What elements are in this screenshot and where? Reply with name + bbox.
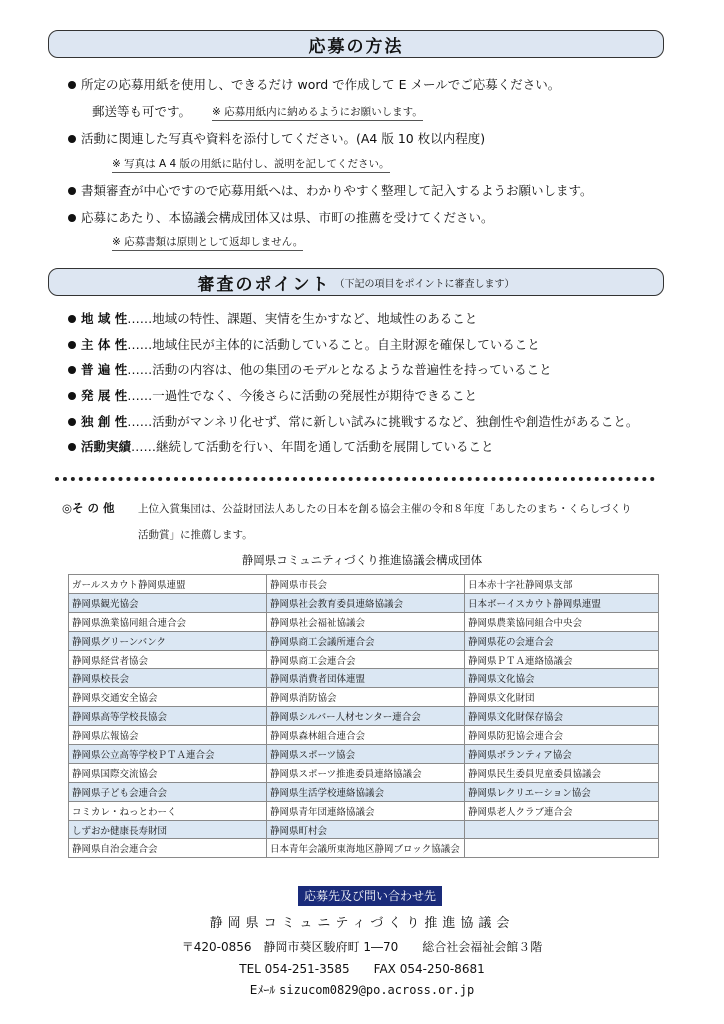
table-cell: 静岡県商工会連合会 [267, 650, 465, 669]
method-item-1 [68, 77, 560, 93]
review-point-text: ……地域の特性、課題、実情を生かすなど、地域性のあること [127, 311, 478, 326]
table-cell: 静岡県子ども会連合会 [69, 782, 267, 801]
contact-heading: 応募先及び問い合わせ先 [298, 886, 442, 906]
review-banner [48, 268, 664, 296]
members-table [68, 574, 659, 858]
table-cell: 静岡県町村会 [267, 820, 465, 839]
review-point-1 [68, 311, 477, 327]
review-point-label: 活動実績 [81, 439, 132, 454]
table-cell: 静岡県防犯協会連合会 [465, 726, 659, 745]
method-item-3 [68, 131, 485, 147]
table-cell: 日本赤十字社静岡県支部 [465, 575, 659, 594]
review-point-6 [68, 439, 494, 455]
table-cell: 日本ボーイスカウト静岡県連盟 [465, 593, 659, 612]
method-item-5 [68, 210, 494, 226]
method-item-4 [68, 183, 593, 199]
dotted-divider [55, 477, 655, 481]
bullet-icon [68, 443, 76, 451]
review-point-label: 主 体 性 [81, 337, 128, 352]
table-cell: 静岡県市長会 [267, 575, 465, 594]
table-cell: 静岡県公立高等学校ＰＴＡ連合会 [69, 745, 267, 764]
table-cell: 静岡県広報協会 [69, 726, 267, 745]
table-row [69, 707, 659, 726]
bullet-icon [68, 366, 76, 374]
table-row [69, 763, 659, 782]
bullet-icon [68, 315, 76, 323]
review-point-label: 独 創 性 [81, 414, 128, 429]
review-point-5 [68, 414, 638, 430]
review-point-text: ……一過性でなく、今後さらに活動の発展性が期待できること [127, 388, 477, 403]
method-banner [48, 30, 664, 58]
table-cell: 静岡県漁業協同組合連合会 [69, 612, 267, 631]
table-cell: 静岡県シルバー人材センター連合会 [267, 707, 465, 726]
bullet-icon [68, 418, 76, 426]
method-item-2 [92, 104, 191, 120]
table-cell: 静岡県老人クラブ連合会 [465, 801, 659, 820]
email-label: Eﾒｰﾙ [249, 983, 276, 997]
table-cell: 静岡県文化財団 [465, 688, 659, 707]
table-cell: 日本青年会議所東海地区静岡ブロック協議会 [267, 839, 465, 858]
other-line-2: 活動賞」に推薦します。 [138, 529, 253, 541]
review-point-2 [68, 337, 540, 353]
method-note-1: ※ 応募用紙内に納めるようにお願いします。 [212, 105, 423, 121]
review-point-4 [68, 388, 477, 404]
review-point-text: ……地域住民が主体的に活動していること。自主財源を確保していること [127, 337, 540, 352]
table-cell: 静岡県文化財保存協会 [465, 707, 659, 726]
table-cell: 静岡県ＰＴＡ連絡協議会 [465, 650, 659, 669]
bullet-icon [68, 81, 76, 89]
table-cell: 静岡県商工会議所連合会 [267, 631, 465, 650]
table-cell: 静岡県観光協会 [69, 593, 267, 612]
email-link[interactable]: sizucom0829@po.across.or.jp [279, 983, 475, 997]
other-label: ◎そ の 他 [62, 501, 115, 515]
table-cell: 静岡県レクリエーション協会 [465, 782, 659, 801]
method-item-2-text: 郵送等も可です。 [92, 104, 192, 119]
table-cell: 静岡県スポーツ推進委員連絡協議会 [267, 763, 465, 782]
table-cell: 静岡県文化協会 [465, 669, 659, 688]
table-cell: ガールスカウト静岡県連盟 [69, 575, 267, 594]
review-point-label: 地 域 性 [81, 311, 128, 326]
table-cell: 静岡県森林組合連合会 [267, 726, 465, 745]
contact-phone-fax: TEL 054-251-3585 FAX 054-250-8681 [239, 962, 485, 976]
method-item-1-text: 所定の応募用紙を使用し、できるだけ word で作成して E メールでご応募ください。 [81, 77, 561, 92]
method-note-2: ※ 写真は A 4 版の用紙に貼付し、説明を記してください。 [112, 157, 390, 173]
review-subtitle: （下記の項目をポイントに審査します） [334, 278, 515, 290]
method-item-5-text: 応募にあたり、本協議会構成団体又は県、市町の推薦を受けてください。 [81, 210, 494, 225]
contact-org-name: 静岡県コミュニティづくり推進協議会 [209, 916, 515, 931]
members-table-title: 静岡県コミュニティづくり推進協議会構成団体 [241, 553, 483, 567]
review-point-text: ……活動の内容は、他の集団のモデルとなるような普遍性を持っていること [127, 362, 552, 377]
table-cell: 静岡県国際交流協会 [69, 763, 267, 782]
table-row [69, 650, 659, 669]
table-row [69, 688, 659, 707]
method-item-4-text: 書類審査が中心ですので応募用紙へは、わかりやすく整理して記入するようお願いします。 [81, 183, 593, 198]
table-cell: 静岡県スポーツ協会 [267, 745, 465, 764]
table-cell: 静岡県生活学校連絡協議会 [267, 782, 465, 801]
table-cell: しずおか健康長寿財団 [69, 820, 267, 839]
other-line-1: 上位入賞集団は、公益財団法人あしたの日本を創る協会主催の令和８年度「あしたのまち・くらしづくり [138, 503, 632, 515]
bullet-icon [68, 135, 76, 143]
review-point-3 [68, 362, 552, 378]
table-row [69, 593, 659, 612]
table-cell: 静岡県グリーンバンク [69, 631, 267, 650]
table-cell: 静岡県青年団連絡協議会 [267, 801, 465, 820]
table-cell: 静岡県ボランティア協会 [465, 745, 659, 764]
contact-email [0, 981, 724, 998]
review-point-label: 発 展 性 [81, 388, 128, 403]
table-row [69, 839, 659, 858]
review-point-text: ……活動がマンネリ化せず、常に新しい試みに挑戦するなど、独創性や創造性があること。 [127, 414, 639, 429]
table-row [69, 631, 659, 650]
table-cell: 静岡県民生委員児童委員協議会 [465, 763, 659, 782]
table-row [69, 612, 659, 631]
table-row [69, 726, 659, 745]
method-title: 応募の方法 [308, 36, 404, 57]
table-row [69, 820, 659, 839]
table-cell: 静岡県社会福祉協議会 [267, 612, 465, 631]
table-cell: 静岡県校長会 [69, 669, 267, 688]
table-cell: 静岡県経営者協会 [69, 650, 267, 669]
table-cell: 静岡県農業協同組合中央会 [465, 612, 659, 631]
review-point-label: 普 遍 性 [81, 362, 128, 377]
table-row [69, 745, 659, 764]
method-item-3-text: 活動に関連した写真や資料を添付してください。(A4 版 10 枚以内程度) [81, 131, 486, 146]
table-row [69, 801, 659, 820]
review-title: 審査のポイント [197, 274, 331, 295]
method-note-3: ※ 応募書類は原則として返却しません。 [112, 235, 303, 251]
table-cell: 静岡県交通安全協会 [69, 688, 267, 707]
bullet-icon [68, 187, 76, 195]
table-cell: 静岡県消費者団体連盟 [267, 669, 465, 688]
table-cell: 静岡県高等学校長協会 [69, 707, 267, 726]
bullet-icon [68, 214, 76, 222]
table-row [69, 782, 659, 801]
table-cell: 静岡県自治会連合会 [69, 839, 267, 858]
table-row [69, 669, 659, 688]
table-cell: 静岡県花の会連合会 [465, 631, 659, 650]
review-point-text: ……継続して活動を行い、年間を通して活動を展開していること [131, 439, 494, 454]
table-cell: 静岡県消防協会 [267, 688, 465, 707]
table-row [69, 575, 659, 594]
table-cell: コミカレ・ねっとわーく [69, 801, 267, 820]
contact-address: 〒420-0856 静岡市葵区駿府町 1―70 総合社会福祉会館３階 [181, 940, 543, 954]
table-cell: 静岡県社会教育委員連絡協議会 [267, 593, 465, 612]
table-cell [465, 839, 659, 858]
bullet-icon [68, 341, 76, 349]
bullet-icon [68, 392, 76, 400]
table-cell [465, 820, 659, 839]
